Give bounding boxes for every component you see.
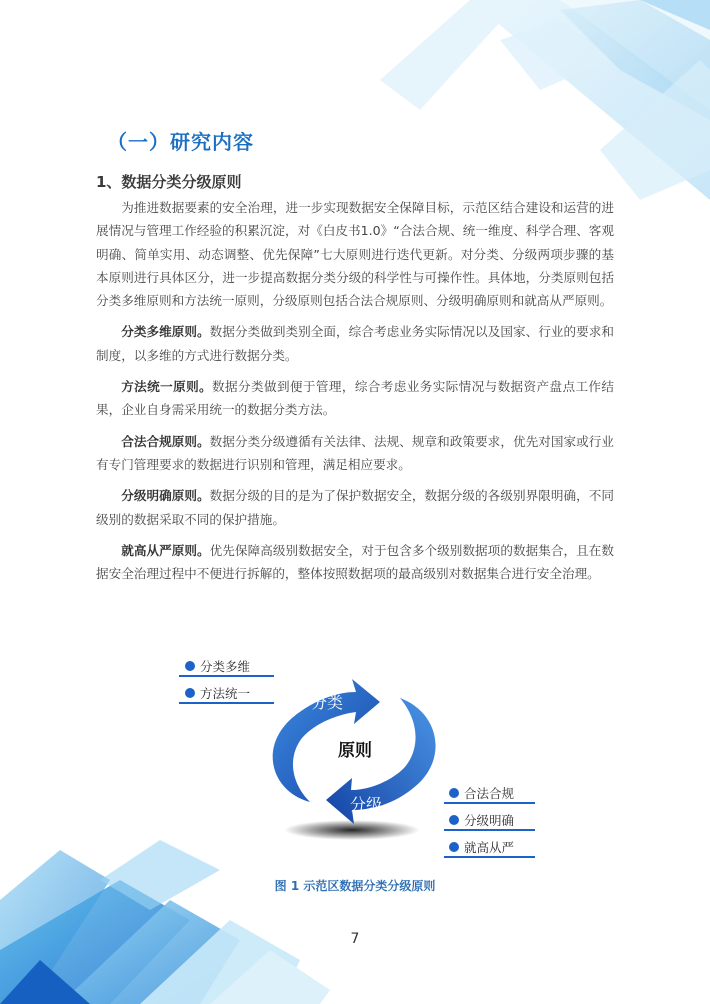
label-text: 合法合规 (464, 786, 515, 801)
bullet-dot-icon (185, 688, 195, 698)
label-method-unified (185, 684, 250, 702)
principle-text: 优先保障高级别数据安全，对于包含多个级别数据项的数据集合，且在数据安全治理过程中不便进行拆解的，整体按照数据项的最高级别对数据集合进行安全治理。 (96, 542, 615, 582)
label-underline (444, 856, 535, 858)
label-highest-strict (449, 838, 514, 856)
principle-title: 合法合规原则。 (121, 433, 210, 449)
label-text: 分类多维 (200, 659, 251, 674)
label-underline (444, 802, 535, 804)
principle-text: 数据分类做到类别全面，综合考虑业务实际情况以及国家、行业的要求和制度，以多维的方式进行数据分类。 (96, 324, 615, 363)
principle-paragraph (96, 484, 614, 531)
principle-paragraph (96, 430, 614, 477)
body-text (96, 196, 614, 593)
label-text: 就高从严 (464, 840, 515, 855)
principle-title: 分类多维原则。 (121, 324, 210, 340)
principle-paragraph (96, 375, 614, 422)
principle-text: 数据分级的目的是为了保护数据安全，数据分级的各级别界限明确，不同级别的数据采取不同的保护措施。 (96, 488, 615, 527)
bullet-dot-icon (449, 788, 459, 798)
bullet-dot-icon (449, 842, 459, 852)
principle-paragraph (96, 539, 614, 586)
label-classification-multidimensional (185, 657, 250, 675)
principles-diagram (176, 652, 540, 872)
principle-text: 数据分类分级遵循有关法律、法规、规章和政策要求，优先对国家或行业有专门管理要求的数据进行识别和管理，满足相应要求。 (96, 433, 615, 472)
principle-title: 方法统一原则。 (121, 379, 213, 395)
figure-caption: 图 1 示范区数据分类分级原则 (274, 879, 436, 893)
subsection-title: 1、数据分类分级原则 (96, 173, 242, 191)
page-number: 7 (350, 931, 360, 947)
intro-paragraph: 为推进数据要素的安全治理，进一步实现数据安全保障目标，示范区结合建设和运营的进展情况与管理工作经验的积累沉淀，对《白皮书1.0》“合法合规、统一维度、科学合理、客观明确、简单实用、动态调整、优先保障”七大原则进行迭代更新。对分类、分级两项步骤的基本原则进行具体区分，进一步提高数据分类分级的科学性与可操作性。具体地，分类原则包括分类多维原则和方法统一原则，分级原则包括合法合规原则、分级明确原则和就高从严原则。 (96, 200, 614, 309)
principle-title: 就高从严原则。 (121, 542, 210, 558)
section-title: （一）研究内容 (107, 130, 254, 154)
principle-text: 数据分类做到便于管理，综合考虑业务实际情况与数据资产盘点工作结果，企业自身需采用统一的数据分类方法。 (96, 379, 615, 418)
label-underline (179, 675, 274, 677)
label-clear-grading (449, 811, 514, 829)
diagram-center-label: 原则 (338, 741, 372, 761)
label-underline (444, 829, 535, 831)
bullet-dot-icon (449, 815, 459, 825)
classification-label: 分类 (311, 693, 344, 712)
principle-title: 分级明确原则。 (121, 488, 210, 504)
diagram-shadow (284, 820, 420, 840)
label-legal-compliance (449, 784, 514, 802)
label-underline (179, 702, 274, 704)
grading-label: 分级 (350, 795, 383, 814)
label-text: 分级明确 (464, 813, 515, 828)
label-text: 方法统一 (200, 686, 251, 701)
bullet-dot-icon (185, 661, 195, 671)
principle-paragraph (96, 320, 614, 367)
